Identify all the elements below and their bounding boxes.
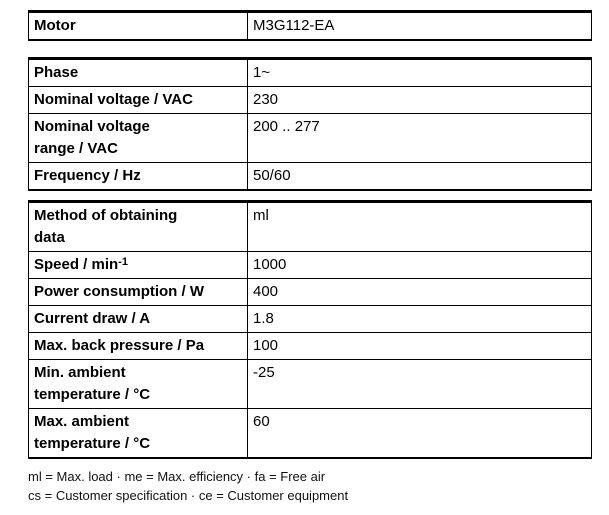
table-row [29, 202, 592, 252]
spec-value: 400 [248, 279, 592, 306]
spec-value: M3G112-EA [248, 12, 592, 41]
spec-value: 1~ [248, 59, 592, 87]
spec-label: Speed / $\min^{-1}$ [29, 252, 248, 279]
spec-label: Nominal voltage / VAC [29, 87, 248, 114]
spec-label: Frequency / Hz [29, 163, 248, 191]
spec-value: 100 [248, 333, 592, 360]
spec-label: Current draw / A [29, 306, 248, 333]
table-row [29, 252, 592, 279]
spec-label: Min. ambient temperature / °C [29, 360, 248, 409]
spec-label: Power consumption / W [29, 279, 248, 306]
table-row [29, 12, 592, 41]
table-row [29, 360, 592, 409]
table-row [29, 306, 592, 333]
spec-value: 50/60 [248, 163, 592, 191]
table-row [29, 59, 592, 87]
spec-label: Max. back pressure / Pa [29, 333, 248, 360]
table-row [29, 87, 592, 114]
spec-label: Motor [29, 12, 248, 41]
motor-table [28, 10, 592, 41]
spec-value: 1000 [248, 252, 592, 279]
spec-label: Method of obtaining data [29, 202, 248, 252]
operating-spec-table [28, 200, 592, 459]
footnote-line-abbreviations-1: ml = Max. load · me = Max. efficiency · fa = Free air [28, 469, 326, 484]
spec-value: 1.8 [248, 306, 592, 333]
table-row [29, 163, 592, 191]
spec-value: 200 .. 277 [248, 114, 592, 163]
footnote-line-abbreviations-2: cs = Customer specification · ce = Customer equipment [28, 488, 349, 503]
table-row [29, 333, 592, 360]
spec-value: -25 [248, 360, 592, 409]
spec-value: 60 [248, 409, 592, 459]
superscript: -1 [118, 256, 128, 268]
table-row [29, 279, 592, 306]
table-row [29, 409, 592, 459]
spec-value: 230 [248, 87, 592, 114]
spec-label: Phase [29, 59, 248, 87]
spec-value: ml [248, 202, 592, 252]
footnotes [28, 467, 609, 505]
spec-label: Nominal voltage range / VAC [29, 114, 248, 163]
table-row [29, 114, 592, 163]
spec-label: Max. ambient temperature / °C [29, 409, 248, 459]
electrical-spec-table [28, 57, 592, 191]
